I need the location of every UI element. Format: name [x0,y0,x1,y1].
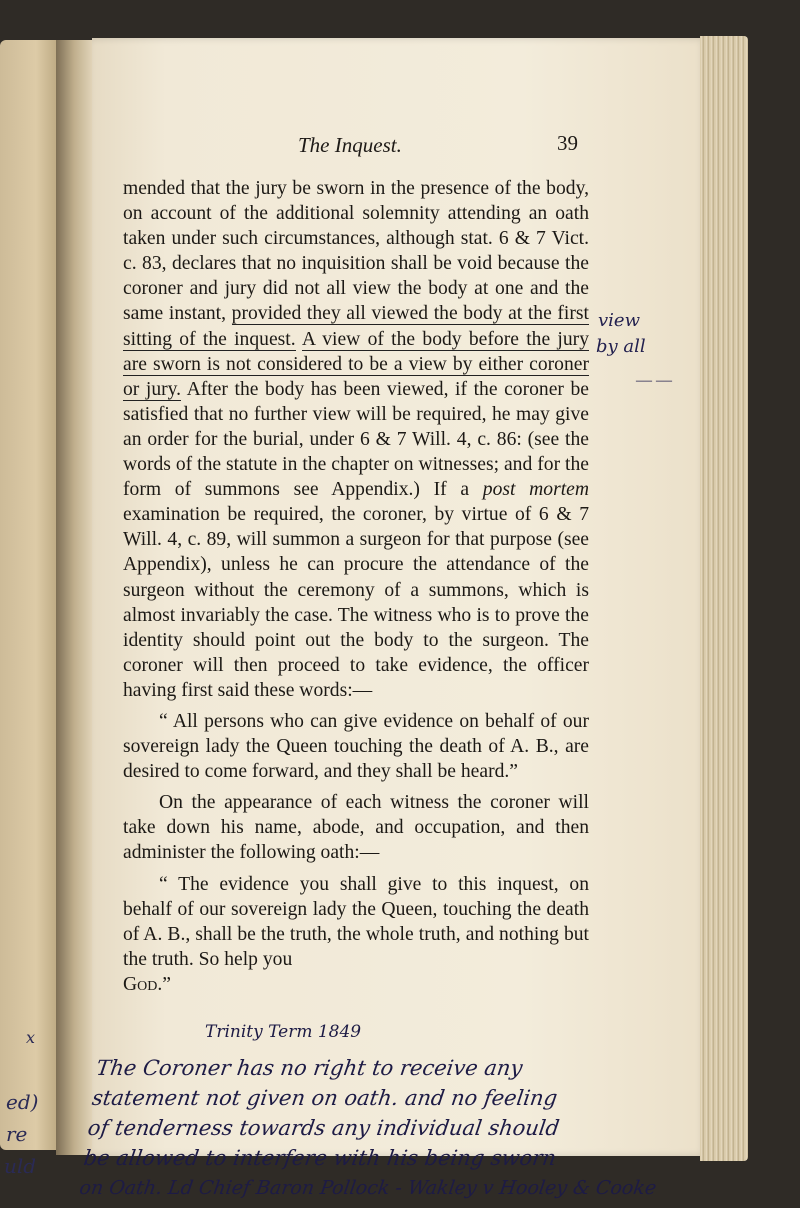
margin-dash-mark: — — [636,372,672,389]
running-head: The Inquest. [298,133,402,157]
body-text [123,176,589,997]
page-number: 39 [557,131,578,155]
underlined-passage: provided they all viewed the body at the first sitting of the inquest. [123,303,589,350]
handwritten-line: The Coroner has no right to receive any [94,1056,525,1080]
book-gutter [56,40,96,1155]
left-margin-note: uld [4,1154,37,1178]
left-margin-note: re [6,1122,28,1146]
handwritten-line: on Oath. Ld Chief Baron Pollock - Wakley v Hooley & Cooke [78,1177,658,1199]
handwritten-line: be allowed to interfere with his being sworn [82,1146,558,1170]
italic-term: post mortem [482,479,589,501]
paragraph-proclamation: “ All persons who can give evidence on behalf of our sovereign lady the Queen touching the death of A. B., are desired to come forward, and they shall be heard.” [123,710,589,783]
paragraph: On the appearance of each witness the coroner will take down his name, abode, and occupation, and then administer the following oath:— [123,792,589,864]
handwritten-line: statement not given on oath. and no feeling [90,1086,559,1110]
left-page-edge [0,40,60,1178]
handwritten-note [77,1025,722,1203]
paragraph: mended that the jury be sworn in the presence of the body, on account of the additional solemnity attending an oath taken under such circumstances, although stat. 6 & 7 Vict. c. 83, declares that no inquisition shall be void because the coroner and jury did not all view the body at one and the same instant, provided they all viewed the body at the first sitting of the inquest. A view of the body before the jury are sworn is not considered to be a view by either coroner or jury. After the body has been viewed, if the coroner be satisfied that no further view will be required, he may give an order for the burial, under 6 & 7 Will. 4, c. 86: (see the words of the statute in the chapter on witnesses; and for the form of summons see Appendix.) If a post mortem examination be required, the coroner, by virtue of 6 & 7 Will. 4, c. 89, will summon a surgeon for that purpose (see Appendix), unless he can procure the attendance of the surgeon without the ceremony of a summons, which is almost invariably the case. The witness who is to prove the identity should point out the body to the surgeon. The coroner will then proceed to take evidence, the officer having first said these words:— [123,178,589,701]
margin-annotation: by all [596,336,646,357]
handwritten-heading: Trinity Term 1849 [205,1022,362,1042]
margin-annotation: view [598,310,640,331]
left-margin-note: ed) [6,1090,39,1114]
handwritten-line: of tenderness towards any individual should [86,1116,561,1140]
underlined-passage: A view of the body before the jury are sworn is not considered to be a view by either coroner or jury. [123,328,589,400]
left-margin-note: x [26,1028,36,1047]
page-edges [700,36,748,1161]
paragraph-oath: “ The evidence you shall give to this inquest, on behalf of our sovereign lady the Queen, touching the death of A. B., shall be the truth, the whole truth, and nothing but the truth. So help you God.” [123,873,589,995]
